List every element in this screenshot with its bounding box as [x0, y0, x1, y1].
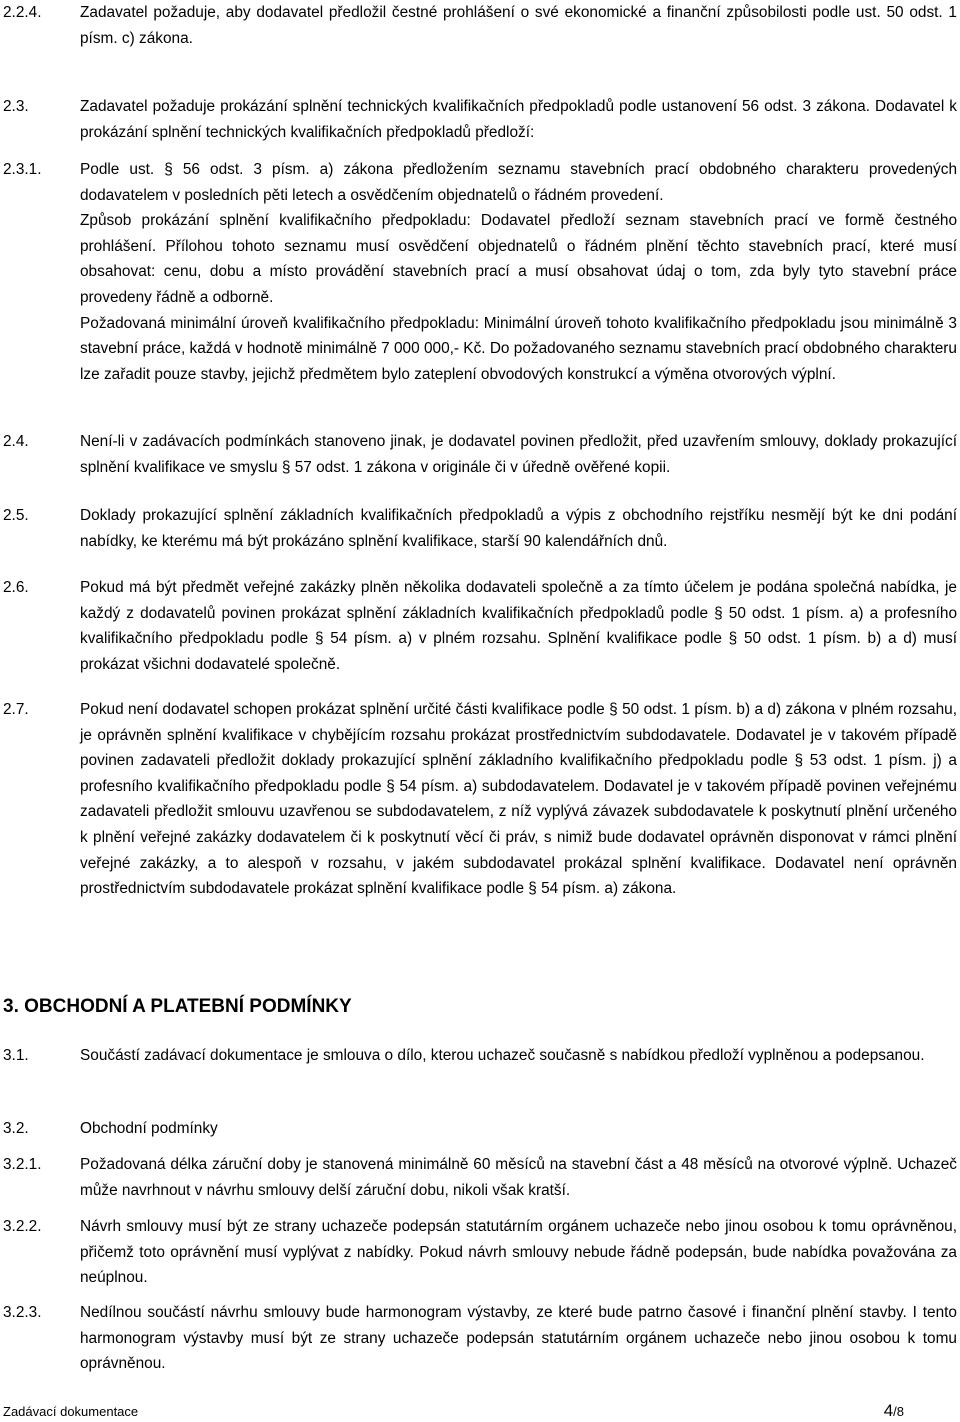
- section-2-3: [3, 94, 957, 145]
- section-heading: 3. OBCHODNÍ A PLATEBNÍ PODMÍNKY: [3, 996, 352, 1017]
- page-total: /8: [893, 1404, 904, 1419]
- section-text: [80, 94, 957, 145]
- paragraph: Požadovaná minimální úroveň kvalifikačního předpokladu: Minimální úroveň tohoto kvalifikačního předpokladu jsou minimálně 3 stavební práce, každá v hodnotě minimálně 7 000 000,- Kč. Do požadovaného seznamu stavebních prací obdobného charakteru lze zařadit pouze stavby, jejichž předmětem bylo zateplení obvodových konstrukcí a výměna otvorových výplní.: [80, 314, 957, 383]
- footer-page-number: [884, 1403, 904, 1420]
- section-text: [80, 1152, 957, 1203]
- section-text: [80, 157, 957, 387]
- footer-document-title: Zadávací dokumentace: [3, 1404, 139, 1419]
- section-number: 2.3.: [3, 98, 29, 115]
- page-current: 4: [883, 1401, 894, 1420]
- section-number: 3.2.: [3, 1120, 29, 1137]
- section-text: [80, 575, 957, 677]
- section-number: 2.7.: [3, 701, 29, 718]
- section-3-2-2: [3, 1214, 957, 1291]
- section-3-1: [3, 1043, 957, 1069]
- paragraph: Nedílnou součástí návrhu smlouvy bude harmonogram výstavby, ze které bude patrno časové i finanční plnění stavby. I tento harmonogram výstavby musí být ze strany uchazeče podepsán statutárním orgánem uchazeče nebo jinou osobou k tomu oprávněnou.: [80, 1304, 957, 1373]
- section-3-2-1: [3, 1152, 957, 1203]
- paragraph: Požadovaná délka záruční doby je stanovená minimálně 60 měsíců na stavební část a 48 měsíců na otvorové výplně. Uchazeč může navrhnout v návrhu smlouvy delší záruční dobu, nikoli však kratší.: [80, 1156, 957, 1199]
- section-text: [80, 0, 957, 51]
- section-3-2-3: [3, 1300, 957, 1377]
- section-3-2: [3, 1116, 957, 1142]
- section-number: 3.2.3.: [3, 1304, 42, 1321]
- section-number: 2.5.: [3, 507, 29, 524]
- section-text: [80, 503, 957, 554]
- section-number: 2.3.1.: [3, 161, 42, 178]
- section-text: [80, 697, 957, 902]
- section-text: [80, 1116, 957, 1142]
- section-number: 3.2.1.: [3, 1156, 42, 1173]
- paragraph: Pokud má být předmět veřejné zakázky plněn několika dodavateli společně a za tímto účelem je podána společná nabídka, je každý z dodavatelů povinen prokázat splnění základních kvalifikačních předpokladů podle § 50 odst. 1 písm. a) a profesního kvalifikačního předpokladu podle § 54 písm. a) v plném rozsahu. Splnění kvalifikace podle § 50 odst. 1 písm. b) a d) musí prokázat všichni dodavatelé společně.: [80, 579, 957, 673]
- section-number: 2.4.: [3, 433, 29, 450]
- paragraph: Součástí zadávací dokumentace je smlouva o dílo, kterou uchazeč současně s nabídkou předloží vyplněnou a podepsanou.: [80, 1047, 925, 1064]
- section-text: [80, 1300, 957, 1377]
- paragraph: Pokud není dodavatel schopen prokázat splnění určité části kvalifikace podle § 50 odst. 1 písm. b) a d) zákona v plném rozsahu, je oprávněn splnění kvalifikace v chybějícím rozsahu prokázat prostřednictvím subdodavatele. Dodavatel je v takovém případě povinen zadavateli předložit doklady prokazující splnění základního kvalifikačního předpokladu podle § 53 odst. 1 písm. j) a profesního kvalifikačního předpokladu podle § 54 písm. a) subdodavatelem. Dodavatel je v takovém případě povinen veřejnému zadavateli předložit smlouvu uzavřenou se subdodavatelem, z níž vyplývá závazek subdodavatele k poskytnutí plnění určeného k plnění veřejné zakázky dodavatelem či k poskytnutí věcí či práv, s nimiž bude dodavatel oprávněn disponovat v rámci plnění veřejné zakázky, a to alespoň v rozsahu, v jakém subdodavatel prokázal splnění kvalifikace. Dodavatel není oprávněn prostřednictvím subdodavatele prokázat splnění kvalifikace podle § 54 písm. a) zákona.: [80, 701, 957, 898]
- section-number: 2.6.: [3, 579, 29, 596]
- paragraph: Podle ust. § 56 odst. 3 písm. a) zákona předložením seznamu stavebních prací obdobného charakteru provedených dodavatelem v posledních pěti letech a osvědčením objednatelů o řádném provedení.: [80, 161, 957, 204]
- paragraph: Obchodní podmínky: [80, 1120, 218, 1137]
- section-2-7: [3, 697, 957, 902]
- section-number: 2.2.4.: [3, 4, 42, 21]
- paragraph: Není-li v zadávacích podmínkách stanoveno jinak, je dodavatel povinen předložit, před uzavřením smlouvy, doklady prokazující splnění kvalifikace ve smyslu § 57 odst. 1 zákona v originále či v úředně ověřené kopii.: [80, 433, 957, 476]
- paragraph: Doklady prokazující splnění základních kvalifikačních předpokladů a výpis z obchodního rejstříku nesmějí být ke dni podání nabídky, ke kterému má být prokázáno splnění kvalifikace, starší 90 kalendářních dnů.: [80, 507, 957, 550]
- section-text: [80, 429, 957, 480]
- section-2-4: [3, 429, 957, 480]
- section-2-5: [3, 503, 957, 554]
- section-number: 3.2.2.: [3, 1218, 42, 1235]
- section-2-6: [3, 575, 957, 677]
- section-2-3-1: [3, 157, 957, 387]
- paragraph: Zadavatel požaduje prokázání splnění technických kvalifikačních předpokladů podle ustanovení 56 odst. 3 zákona. Dodavatel k prokázání splnění technických kvalifikačních předpokladů předloží:: [80, 98, 957, 141]
- paragraph: Způsob prokázání splnění kvalifikačního předpokladu: Dodavatel předloží seznam stavebních prací ve formě čestného prohlášení. Přílohou tohoto seznamu musí osvědčení objednatelů o řádném plnění těchto stavebních prací, které musí obsahovat: cenu, dobu a místo provádění stavebních prací a musí obsahovat údaj o tom, zda byly tyto stavební práce provedeny řádně a odborně.: [80, 212, 957, 306]
- section-2-2-4: [3, 0, 957, 51]
- section-number: 3.1.: [3, 1047, 29, 1064]
- paragraph: Návrh smlouvy musí být ze strany uchazeče podepsán statutárním orgánem uchazeče nebo jinou osobou k tomu oprávněnou, přičemž toto oprávnění musí vyplývat z nabídky. Pokud návrh smlouvy nebude řádně podepsán, bude nabídka považována za neúplnou.: [80, 1218, 957, 1287]
- section-text: [80, 1214, 957, 1291]
- paragraph: Zadavatel požaduje, aby dodavatel předložil čestné prohlášení o své ekonomické a finanční způsobilosti podle ust. 50 odst. 1 písm. c) zákona.: [80, 4, 957, 47]
- section-text: [80, 1043, 957, 1069]
